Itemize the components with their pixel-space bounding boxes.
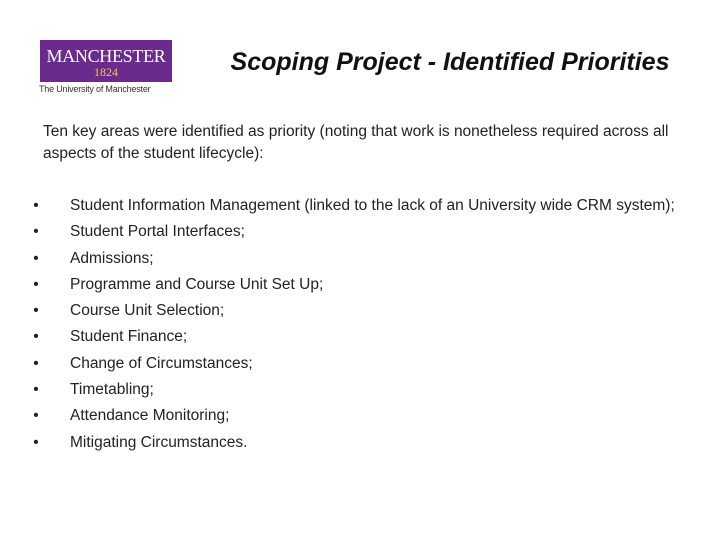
bullet-icon: • xyxy=(33,433,39,451)
list-item xyxy=(29,405,689,427)
logo-year: 1824 xyxy=(94,65,118,79)
list-item xyxy=(29,195,689,217)
priority-list xyxy=(29,195,689,458)
list-item xyxy=(29,300,689,322)
logo-wordmark: MANCHESTER xyxy=(46,46,166,66)
list-item-text: Programme and Course Unit Set Up; xyxy=(70,275,324,293)
list-item-text: Student Information Management (linked to the lack of an University wide CRM system); xyxy=(70,197,675,214)
list-item-text: Course Unit Selection; xyxy=(70,302,225,320)
bullet-icon: • xyxy=(33,407,39,425)
logo-box xyxy=(40,40,172,82)
bullet-icon: • xyxy=(33,302,39,320)
list-item-text: Attendance Monitoring; xyxy=(70,407,230,425)
bullet-icon: • xyxy=(33,328,39,346)
bullet-icon: • xyxy=(33,197,39,214)
intro-paragraph: Ten key areas were identified as priority (noting that work is nonetheless required across all aspects of the student lifecycle): xyxy=(43,123,669,162)
bullet-icon: • xyxy=(33,354,39,372)
list-item-text: Student Finance; xyxy=(70,328,188,346)
list-item-text: Timetabling; xyxy=(70,381,154,399)
bullet-icon: • xyxy=(33,249,39,267)
list-item-text: Change of Circumstances; xyxy=(70,354,253,372)
bullet-icon: • xyxy=(33,223,39,241)
bullet-icon: • xyxy=(33,275,39,293)
bullet-icon: • xyxy=(33,381,39,399)
list-item-text: Student Portal Interfaces; xyxy=(70,223,245,241)
list-item xyxy=(29,353,689,375)
slide-title: Scoping Project - Identified Priorities xyxy=(230,48,670,76)
list-item xyxy=(29,248,689,270)
logo-subtitle: The University of Manchester xyxy=(39,84,151,94)
list-item xyxy=(29,274,689,296)
list-item xyxy=(29,432,689,454)
list-item xyxy=(29,379,689,401)
university-logo xyxy=(38,38,174,98)
list-item-text: Mitigating Circumstances. xyxy=(70,433,248,451)
list-item xyxy=(29,221,689,243)
list-item-text: Admissions; xyxy=(70,249,154,267)
list-item xyxy=(29,326,689,348)
